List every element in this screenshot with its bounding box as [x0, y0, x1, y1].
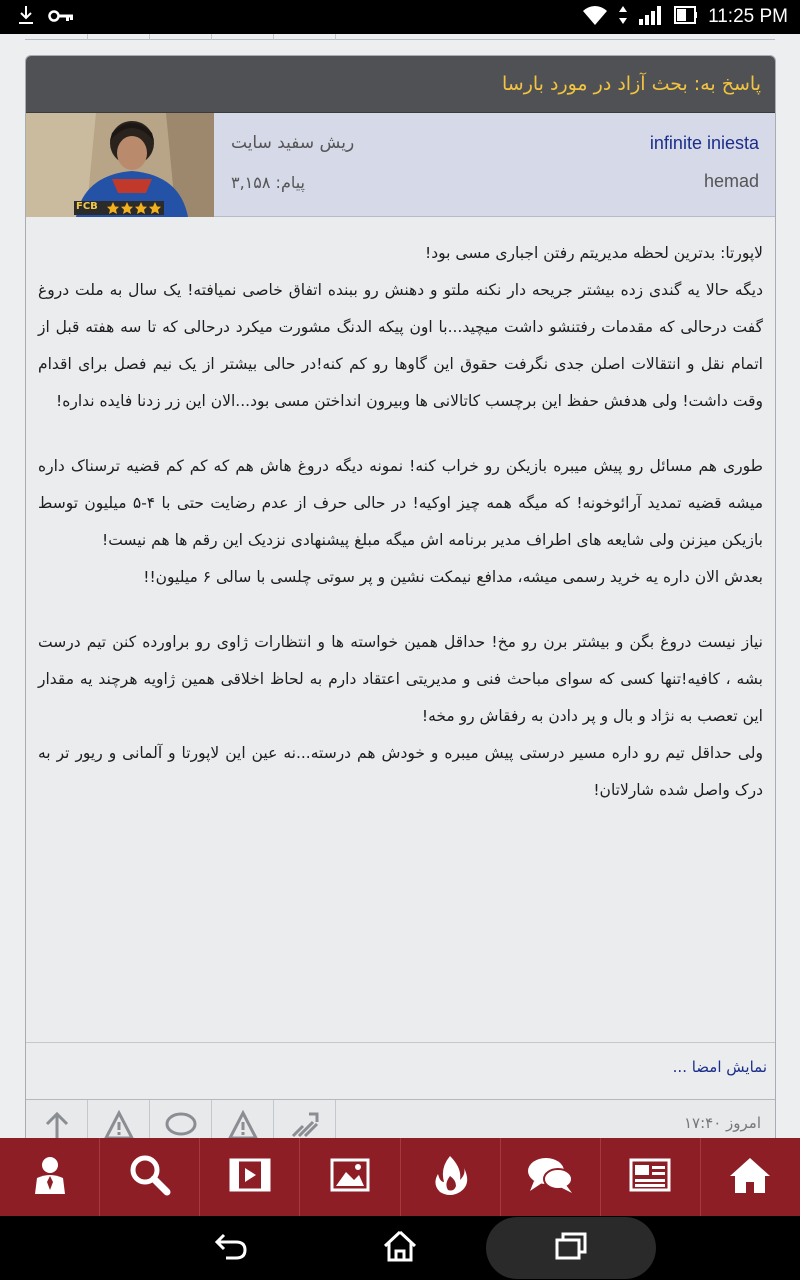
show-signature-link[interactable]: نمایش امضا ... [672, 1058, 767, 1076]
download-icon [18, 4, 34, 30]
user-group: hemad [703, 171, 759, 191]
home-icon [382, 1229, 418, 1267]
chat-tab[interactable] [500, 1138, 600, 1216]
gallery-tab[interactable] [299, 1138, 399, 1216]
home-button[interactable] [364, 1216, 436, 1280]
home-icon [728, 1155, 772, 1199]
stars-icon [106, 200, 162, 217]
news-icon [629, 1158, 671, 1196]
back-button[interactable] [196, 1216, 266, 1280]
recent-apps-icon [554, 1231, 588, 1265]
report-icon[interactable] [88, 1100, 150, 1138]
user-info-bar [26, 113, 775, 217]
news-tab[interactable] [600, 1138, 700, 1216]
forum-post [25, 55, 776, 1138]
chat-icon [526, 1155, 574, 1199]
post-paragraph: دیگه حالا یه گندی زده بیشتر جریحه دار نکنه ملتو و دهنش رو ببنده اتفاق خاصی نمیافته! یک سال به ملت دروغ گفت درحالی که مقدمات رفتنشو داشت میچید...با اون پیکه الدنگ مشورت میکرد درحالی که تا سه هفته قبل از اتمام نقل و انتقالات اصلن جدی نگرفت حقوق این گاوها رو کم کنه!در حالی بیشتر از یک نیم فصل برای اقدام وقت داشت! ولی هدفش حفظ این برچسب کاتالانی ها وبیرون انداختن مسی بود...الان این زر زدنا فایده نداره! [38, 281, 763, 410]
post-paragraph: بعدش الان داره یه خرید رسمی میشه، مدافع نیمکت نشین و پر سوتی چلسی با سالی ۶ میلیون!! [143, 568, 763, 586]
bottom-nav [0, 1138, 800, 1216]
page-content [0, 34, 800, 1138]
post-count: پیام: ۳,۱۵۸ [231, 173, 306, 192]
key-icon [48, 8, 74, 27]
username[interactable]: infinite iniesta [649, 133, 759, 153]
warning-icon[interactable] [212, 1100, 274, 1138]
comment-icon[interactable] [150, 1100, 212, 1138]
gallery-icon [330, 1158, 370, 1196]
post-paragraph: ولی حداقل تیم رو داره مسیر درستی پیش میبره و خودش هم درسته...نه عین این لاپورتا و آلمانی و ریور تر به درک واصل شده شارلاتان! [38, 744, 763, 799]
profile-icon [33, 1156, 67, 1198]
post-body [26, 217, 775, 809]
avatar-badge: FCB [76, 201, 98, 212]
post-paragraph: طوری هم مسائل رو پیش میبره بازیکن رو خراب کنه! نمونه دیگه دروغ هاش هم که کم کم قضیه ترسناک داره میشه قضیه تمدید آرائوخونه! که میگه همه چیز اوکیه! در حالی حرف از عدم رضایت حتی با ۴-۵ میلیون توسط بازیکن میزنن ولی شایعه های اطراف مدیر برنامه اش میگه مبلغ پیشنهادی نزدیک این رقم ها هم نیست! [38, 457, 764, 549]
search-icon [129, 1154, 171, 1200]
search-tab[interactable] [99, 1138, 199, 1216]
hot-tab[interactable] [400, 1138, 500, 1216]
status-bar [0, 0, 800, 34]
post-paragraph: لاپورتا: بدترین لحظه مدیریتم رفتن اجباری مسی بود! [425, 244, 763, 262]
home-tab[interactable] [700, 1138, 800, 1216]
divider [26, 1042, 775, 1043]
previous-post-edge [25, 34, 775, 40]
post-header [26, 56, 775, 113]
post-actions [26, 1099, 775, 1138]
post-date: امروز ۱۷:۴۰ [683, 1114, 761, 1132]
battery-icon [674, 5, 698, 29]
data-arrows-icon [618, 4, 628, 30]
signal-icon [638, 4, 664, 30]
link-icon[interactable] [274, 1100, 336, 1138]
wifi-icon [582, 4, 608, 30]
avatar[interactable] [26, 113, 214, 217]
reply-arrow-icon[interactable] [26, 1100, 88, 1138]
system-navigation-bar [0, 1216, 800, 1280]
back-icon [214, 1231, 248, 1265]
hot-icon [432, 1154, 468, 1200]
profile-tab[interactable] [0, 1138, 99, 1216]
video-tab[interactable] [199, 1138, 299, 1216]
video-icon [229, 1158, 271, 1196]
clock: 11:25 PM [708, 6, 788, 27]
recent-apps-button[interactable] [536, 1216, 606, 1280]
user-title: ریش سفید سایت [231, 133, 355, 153]
post-title: پاسخ به: بحث آزاد در مورد بارسا [501, 73, 761, 95]
post-paragraph: نیاز نیست دروغ بگن و بیشتر برن رو مخ! حداقل همین خواسته ها و انتظارات ژاوی رو براورده کنن تیم درست بشه ، کافیه!تنها کسی که سوای مباحث فنی و مدیریتی اعتقاد دارم به لحاظ اخلاقی همین ژاویه هرچند یه مقدار این تعصب به نژاد و بال و پر دادن به رفقاش رو مخه! [38, 633, 763, 725]
